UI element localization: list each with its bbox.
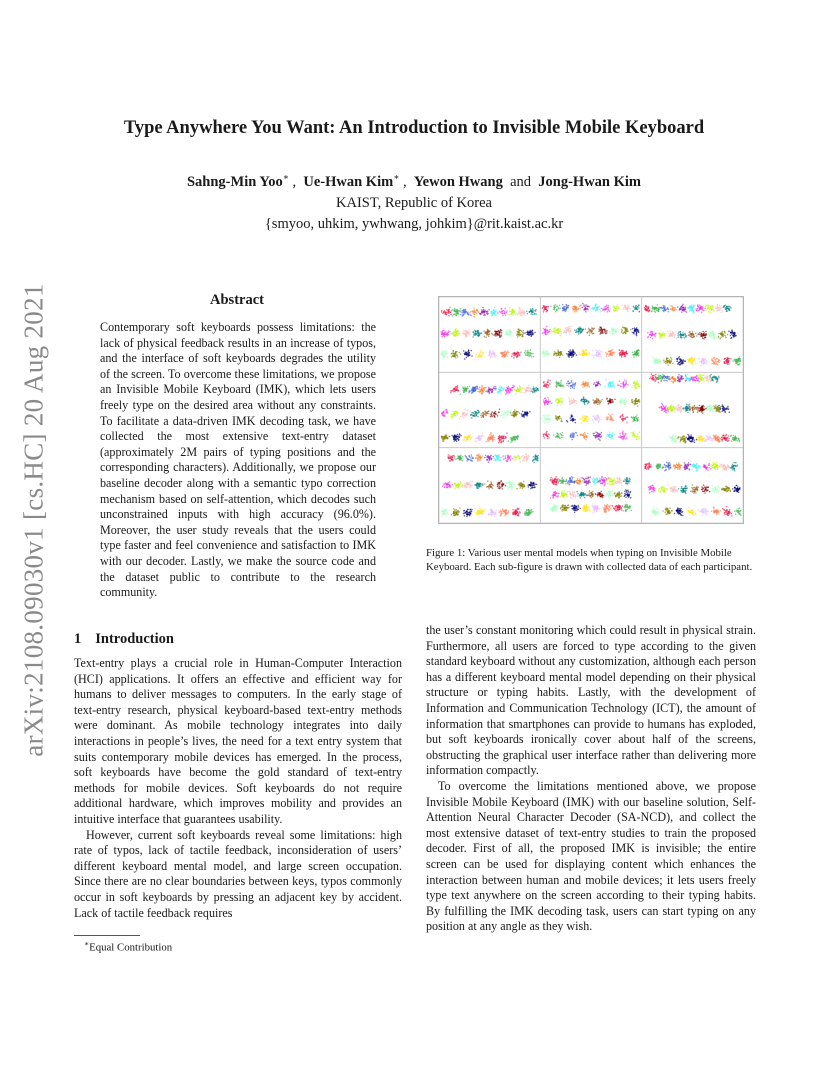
author-emails: {smyoo, uhkim, ywhwang, johkim}@rit.kaist.ac.kr bbox=[264, 216, 564, 232]
scatter-subplot bbox=[540, 372, 641, 447]
figure-1 bbox=[438, 296, 744, 524]
scatter-subplot bbox=[540, 297, 641, 372]
left-column bbox=[74, 656, 402, 921]
arxiv-id-text: arXiv:2108.09030v1 [cs.HC] 20 Aug 2021 bbox=[18, 283, 49, 757]
figure-1-scatter-grid bbox=[439, 297, 743, 523]
author-name: Ue-Hwan Kim bbox=[303, 173, 394, 190]
figure-caption: Figure 1: Various user mental models when typing on Invisible Mobile Keyboard. Each sub-figure is drawn with collected data of each participant. bbox=[426, 547, 753, 574]
scatter-subplot bbox=[642, 448, 743, 523]
footnote-text: Equal Contribution bbox=[89, 941, 173, 954]
abstract-text: Contemporary soft keyboards possess limitations: the lack of physical feedback results in an increase of typos, and the interface of soft keyboards degrades the utility of the screen. To overcome these limitations, we propose an Invisible Mobile Keyboard (IMK), which lets users freely type on the desired area without any constraints. To facilitate a data-driven IMK decoding task, we have collected the most extensive text-entry dataset (approximately 2M pairs of typing positions and the corresponding characters). Additionally, we propose our baseline decoder along with a semantic typo correction mechanism based on self-attention, which decodes such unconstrained inputs with high accuracy (96.0%). Moreover, the user study reveals that the users could type faster and feel convenience and satisfaction to IMK with our decoder. Lastly, we make the source code and the dataset public to contribute to the research community. bbox=[100, 320, 376, 600]
footnote-rule bbox=[74, 935, 140, 936]
paragraph: To overcome the limitations mentioned above, we propose Invisible Mobile Keyboard (IMK) with our baseline solution, Self-Attention Neural Character Decoder (SA-NCD), and collect the most extensive dataset of text-entry studies to train the proposed decoder. First of all, the proposed IMK is invisible; the entire screen can be used for displaying content which enhances the interaction between human and mobile devices; it lets users freely type text anywhere on the screen according to their typing habits. By fulfilling the IMK decoding task, users can start typing on any position at any angle as they wish. bbox=[426, 778, 756, 934]
author-conjunction: and bbox=[510, 173, 532, 190]
affiliation: KAIST, Republic of Korea bbox=[336, 195, 492, 211]
author-name: Yewon Hwang bbox=[413, 173, 503, 190]
scatter-subplot bbox=[439, 372, 540, 447]
author-name: Jong-Hwan Kim bbox=[538, 173, 641, 190]
arxiv-identifier bbox=[14, 280, 54, 760]
author-name: Sahng-Min Yoo bbox=[186, 173, 283, 190]
paragraph: Text-entry plays a crucial role in Human-Computer Interaction (HCI) applications. It offers an effective and efficient way for humans to deliver messages to computers. In the early stage of text-entry research, physical keyboard-based text-entry methods were dominant. As mobile technology integrates into daily interactions in people’s lives, the need for a text entry system that suits contemporary mobile devices has emerged. In the process, soft keyboards have become the gold standard of text-entry methods for mobile devices. Soft keyboards do not require additional hardware, which improves mobility and provides an intuitive interface that guarantees usability. bbox=[74, 656, 402, 826]
author-list: Sahng-Min Yoo∗ , Ue-Hwan Kim∗ , Yewon Hwang and Jong-Hwan Kim bbox=[186, 172, 641, 190]
scatter-subplot bbox=[642, 372, 743, 447]
paragraph: the user’s constant monitoring which could result in physical strain. Furthermore, all users are forced to type according to the given standard keyboard without any customization, although each person has a different keyboard mental model depending on their physical structure or typing habits. Lastly, with the development of Information and Communication Technology (ICT), the amount of information that smartphones can provide to humans has exploded, but soft keyboards ironically cover about half of the screens, obstructing the graphical user interface rather than delivering more information compactly. bbox=[426, 623, 756, 778]
section-title: Introduction bbox=[95, 631, 174, 647]
scatter-subplot bbox=[439, 448, 540, 523]
paragraph: However, current soft keyboards reveal some limitations: high rate of typos, lack of tactile feedback, inconsideration of users’ different keyboard mental model, and large screen occupation. Since there are no clear boundaries between keys, typos commonly occur in soft keyboards by pressing an adjacent key by accident. Lack of tactile feedback requires bbox=[74, 827, 402, 920]
footnote-mark: ∗ bbox=[84, 939, 90, 948]
abstract-heading: Abstract bbox=[210, 292, 264, 308]
scatter-subplot bbox=[642, 297, 743, 372]
scatter-subplot bbox=[439, 297, 540, 372]
equal-contribution-mark: ∗ bbox=[393, 172, 400, 182]
scatter-subplot bbox=[540, 448, 641, 523]
footnote bbox=[84, 939, 172, 954]
section-number: 1 bbox=[74, 631, 82, 647]
right-column bbox=[426, 623, 756, 935]
equal-contribution-mark: ∗ bbox=[282, 172, 289, 182]
paper-title: Type Anywhere You Want: An Introduction to Invisible Mobile Keyboard bbox=[123, 118, 705, 138]
section-heading bbox=[74, 631, 174, 648]
